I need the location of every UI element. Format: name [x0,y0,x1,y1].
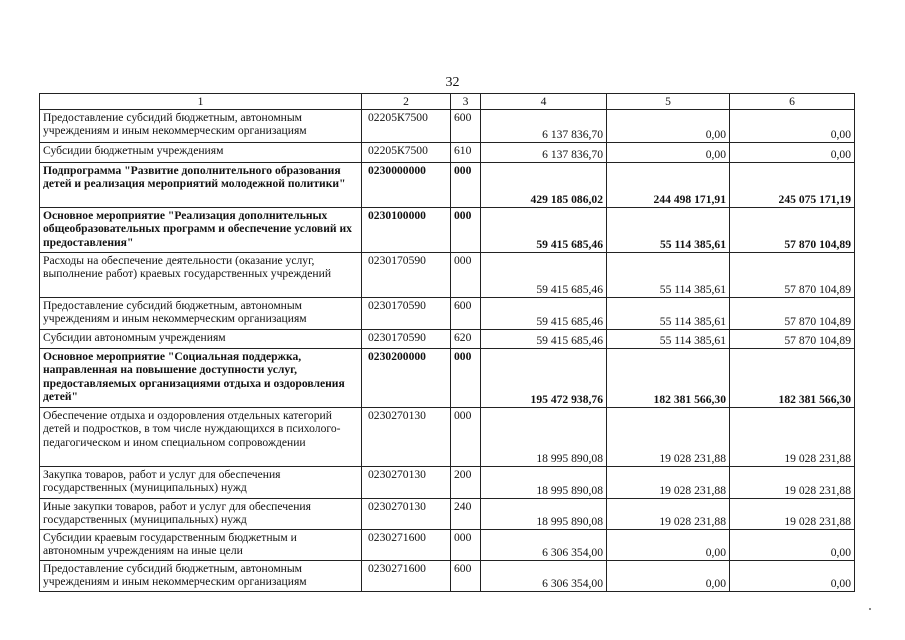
row-value-3-cell: 57 870 104,89 [730,253,855,298]
row-name-cell: Расходы на обеспечение деятельности (оказание услуг, выполнение работ) краевых государственных учреждений [40,253,362,298]
header-cell: 6 [730,94,855,110]
row-value-1-cell: 59 415 685,46 [481,298,607,330]
row-vr-cell: 620 [451,330,481,349]
header-cell: 4 [481,94,607,110]
row-value-1-cell: 18 995 890,08 [481,408,607,467]
row-code-cell: 0230000000 [362,163,451,208]
page-number: 32 [445,75,460,90]
row-name-cell: Подпрограмма "Развитие дополнительного образования детей и реализация мероприятий молодежной политики" [40,163,362,208]
row-value-2-cell: 182 381 566,30 [607,349,730,408]
row-code-cell: 0230170590 [362,330,451,349]
row-name-cell: Обеспечение отдыха и оздоровления отдельных категорий детей и подростков, в том числе нуждающихся в психолого-педагогическом и ином специальном сопровождении [40,408,362,467]
row-name-cell: Предоставление субсидий бюджетным, автономным учреждениям и иным некоммерческим организациям [40,298,362,330]
row-name-cell: Предоставление субсидий бюджетным, автономным учреждениям и иным некоммерческим организациям [40,561,362,592]
row-value-2-cell: 55 114 385,61 [607,330,730,349]
row-value-2-cell: 0,00 [607,110,730,143]
row-name-cell: Иные закупки товаров, работ и услуг для обеспечения государственных (муниципальных) нужд [40,499,362,530]
row-code-cell: 0230271600 [362,530,451,561]
table-row [40,499,855,530]
table-row [40,408,855,467]
table-row [40,330,855,349]
row-value-3-cell: 19 028 231,88 [730,467,855,499]
table-row [40,208,855,253]
row-value-3-cell: 0,00 [730,530,855,561]
row-code-cell: 02205К7500 [362,143,451,163]
row-value-3-cell: 57 870 104,89 [730,208,855,253]
row-code-cell: 02205К7500 [362,110,451,143]
row-value-2-cell: 244 498 171,91 [607,163,730,208]
row-code-cell: 0230100000 [362,208,451,253]
row-name-cell: Субсидии краевым государственным бюджетным и автономным учреждениям на иные цели [40,530,362,561]
row-vr-cell: 000 [451,408,481,467]
row-vr-cell: 600 [451,561,481,592]
row-vr-cell: 200 [451,467,481,499]
row-value-2-cell: 19 028 231,88 [607,499,730,530]
row-value-3-cell: 182 381 566,30 [730,349,855,408]
header-row [40,94,855,110]
row-name-cell: Субсидии автономным учреждениям [40,330,362,349]
table-row [40,561,855,592]
budget-table [39,93,855,592]
row-vr-cell: 610 [451,143,481,163]
row-value-2-cell: 0,00 [607,143,730,163]
row-value-1-cell: 59 415 685,46 [481,253,607,298]
table-row [40,143,855,163]
row-value-1-cell: 59 415 685,46 [481,330,607,349]
row-value-3-cell: 19 028 231,88 [730,499,855,530]
row-value-3-cell: 57 870 104,89 [730,330,855,349]
header-cell: 1 [40,94,362,110]
row-name-cell: Предоставление субсидий бюджетным, автономным учреждениям и иным некоммерческим организациям [40,110,362,143]
row-value-3-cell: 19 028 231,88 [730,408,855,467]
row-value-3-cell: 0,00 [730,110,855,143]
row-value-1-cell: 6 137 836,70 [481,143,607,163]
row-value-3-cell: 0,00 [730,143,855,163]
row-name-cell: Основное мероприятие "Реализация дополнительных общеобразовательных программ и обеспечение условий их предоставления" [40,208,362,253]
row-value-1-cell: 59 415 685,46 [481,208,607,253]
row-value-1-cell: 6 137 836,70 [481,110,607,143]
row-code-cell: 0230170590 [362,298,451,330]
row-value-2-cell: 55 114 385,61 [607,298,730,330]
row-value-2-cell: 19 028 231,88 [607,467,730,499]
table-row [40,467,855,499]
header-cell: 3 [451,94,481,110]
row-vr-cell: 600 [451,298,481,330]
row-value-2-cell: 0,00 [607,561,730,592]
row-value-3-cell: 57 870 104,89 [730,298,855,330]
table-row [40,349,855,408]
row-value-2-cell: 19 028 231,88 [607,408,730,467]
row-value-1-cell: 195 472 938,76 [481,349,607,408]
row-vr-cell: 000 [451,530,481,561]
row-value-1-cell: 6 306 354,00 [481,530,607,561]
table-row [40,253,855,298]
row-code-cell: 0230270130 [362,467,451,499]
row-code-cell: 0230200000 [362,349,451,408]
row-vr-cell: 000 [451,208,481,253]
row-code-cell: 0230270130 [362,499,451,530]
row-code-cell: 0230170590 [362,253,451,298]
row-vr-cell: 600 [451,110,481,143]
row-value-3-cell: 0,00 [730,561,855,592]
row-vr-cell: 000 [451,349,481,408]
row-value-1-cell: 429 185 086,02 [481,163,607,208]
row-value-1-cell: 18 995 890,08 [481,467,607,499]
row-value-3-cell: 245 075 171,19 [730,163,855,208]
row-vr-cell: 000 [451,253,481,298]
table-row [40,530,855,561]
row-name-cell: Субсидии бюджетным учреждениям [40,143,362,163]
row-vr-cell: 240 [451,499,481,530]
table-row [40,163,855,208]
row-code-cell: 0230271600 [362,561,451,592]
row-value-2-cell: 55 114 385,61 [607,208,730,253]
table-row [40,110,855,143]
row-name-cell: Основное мероприятие "Социальная поддержка, направленная на повышение доступности услуг, предоставляемых организациями отдыха и оздоровления детей" [40,349,362,408]
table-row [40,298,855,330]
row-value-1-cell: 6 306 354,00 [481,561,607,592]
header-cell: 5 [607,94,730,110]
header-cell: 2 [362,94,451,110]
row-vr-cell: 000 [451,163,481,208]
row-code-cell: 0230270130 [362,408,451,467]
row-value-2-cell: 55 114 385,61 [607,253,730,298]
row-name-cell: Закупка товаров, работ и услуг для обеспечения государственных (муниципальных) нужд [40,467,362,499]
scan-dot [869,608,871,610]
row-value-1-cell: 18 995 890,08 [481,499,607,530]
row-value-2-cell: 0,00 [607,530,730,561]
